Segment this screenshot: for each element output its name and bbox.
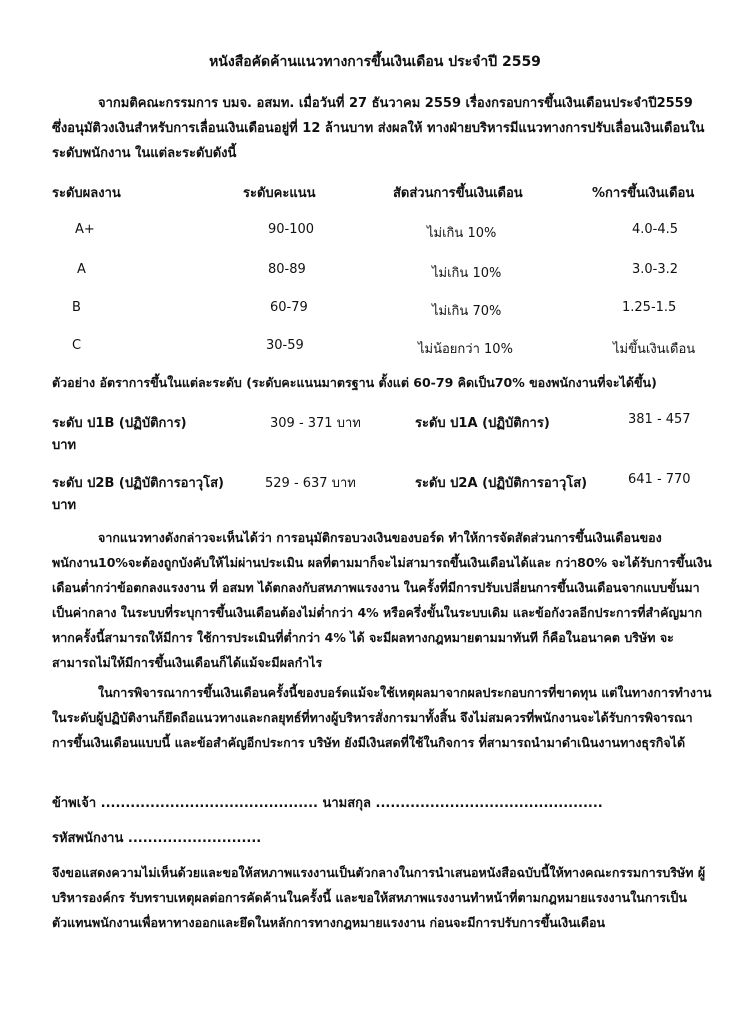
table-cell-percent: 3.0-3.2: [632, 262, 679, 277]
example-left-label: ระดับ ป2B (ปฏิบัติการอาวุโส): [52, 476, 224, 491]
example-left-label: ระดับ ป1B (ปฏิบัติการ): [52, 416, 187, 431]
consideration-paragraph: [52, 680, 712, 755]
table-cell-score: 60-79: [270, 300, 308, 315]
table-cell-percent: ไม่ขึ้นเงินเดือน: [613, 342, 696, 357]
example-left-value: 529 - 637 บาท: [265, 476, 356, 491]
example-wrap-unit: บาท: [52, 498, 77, 513]
surname-field[interactable]: ..............................................: [375, 796, 603, 811]
analysis-paragraph-text: จากแนวทางดังกล่าวจะเห็นได้ว่า การอนุมัติกรอบวงเงินของบอร์ด ทำให้การจัดสัดส่วนการขึ้นเงินเดือนของพนักงาน10%จะต้องถูกบังคับให้ไม่ผ่านประเมิน ผลที่ตามมาก็จะไม่สามารถขึ้นเงินเดือนได้และ กว่า80% จะได้รับการขึ้นเงินเดือนต่ำกว่าข้อตกลงแรงงาน ที่ อสมท ได้ตกลงกับสหภาพแรงงาน ในครั้งที่มีการปรับเปลี่ยนการขึ้นเงินเดือนจากแบบขั้นมาเป็นค่ากลาง ในระบบที่ระบุการขึ้นเงินเดือนต้องไม่ต่ำกว่า 4% หรือครึ่งขั้นในระบบเดิม และข้อกังวลอีกประการที่สำคัญมากหากครั้งนี้สามารถให้มีการ ใช้การประเมินที่ต่ำกว่า 4% ได้ จะมีผลทางกฎหมายตามมาทันที ก็คือในอนาคต บริษัท จะสามารถไม่ให้มีการขึ้นเงินเดือนก็ได้แม้จะมีผลกำไร: [52, 530, 712, 670]
intro-paragraph-text: จากมติคณะกรรมการ บมจ. อสมท. เมื่อวันที่ 27 ธันวาคม 2559 เรื่องกรอบการขึ้นเงินเดือนประจำปี2559 ซึ่งอนุมัติวงเงินสำหรับการเลื่อนเงินเดือนอยู่ที่ 12 ล้านบาท ส่งผลให้ ทางฝ่ายบริหารมีแนวทางการปรับเลื่อนเงินเดือนในระดับพนักงาน ในแต่ละระดับดังนี้: [52, 96, 705, 161]
surname-label: นามสกุล: [322, 796, 372, 811]
name-field[interactable]: ............................................: [100, 796, 318, 811]
table-cell-ratio: ไม่น้อยกว่า 10%: [418, 342, 513, 357]
employee-id-label: รหัสพนักงาน: [52, 831, 124, 846]
table-cell-grade: A: [77, 262, 86, 277]
example-right-label: ระดับ ป2A (ปฏิบัติการอาวุโส): [415, 476, 588, 491]
table-cell-ratio: ไม่เกิน 10%: [427, 226, 497, 241]
example-heading: ตัวอย่าง อัตราการขึ้นในแต่ละระดับ (ระดับคะแนนมาตรฐาน ตั้งแต่ 60-79 คิดเป็น70% ของพนักงานที่จะได้ขึ้น): [52, 375, 657, 390]
example-right-value: 381 - 457: [628, 412, 691, 427]
document-title: หนังสือคัดค้านแนวทางการขึ้นเงินเดือน ประจำปี 2559: [209, 54, 541, 70]
name-label: ข้าพเจ้า: [52, 796, 97, 811]
signature-name-line: [52, 792, 603, 813]
table-header-score: ระดับคะแนน: [243, 186, 316, 201]
example-left-value: 309 - 371 บาท: [270, 416, 361, 431]
example-right-value: 641 - 770: [628, 472, 691, 487]
closing-paragraph: จึงขอแสดงความไม่เห็นด้วยและขอให้สหภาพแรงงานเป็นตัวกลางในการนำเสนอหนังสือฉบับนี้ให้ทางคณะกรรมการบริษัท ผู้บริหารองค์กร รับทราบเหตุผลต่อการคัดค้านในครั้งนี้ และขอให้สหภาพแรงงานทำหน้าที่ตามกฎหมายแรงงานในการเป็นตัวแทนพนักงานเพื่อหาทางออกและยึดในหลักการทางกฎหมายแรงงาน ก่อนจะมีการปรับการขึ้นเงินเดือน: [52, 865, 706, 930]
table-cell-grade: B: [72, 300, 81, 315]
table-cell-score: 90-100: [268, 222, 315, 237]
example-right-label: ระดับ ป1A (ปฏิบัติการ): [415, 416, 550, 431]
analysis-paragraph: [52, 525, 712, 675]
table-cell-grade: A+: [75, 222, 95, 237]
intro-paragraph: [52, 91, 712, 166]
consideration-paragraph-text: ในการพิจารณาการขึ้นเงินเดือนครั้งนี้ของบอร์ดแม้จะใช้เหตุผลมาจากผลประกอบการที่ขาดทุน แต่ในทางการทำงานในระดับผู้ปฏิบัติงานก็ยึดถือแนวทางและกลยุทธ์ที่ทางผู้บริหารสั่งการมาทั้งสิ้น จึงไม่สมควรที่พนักงานจะได้รับการพิจารณาการขึ้นเงินเดือนแบบนี้ และข้อสำคัญอีกประการ บริษัท ยังมีเงินสดที่ใช้ในกิจการ ที่สามารถนำมาดำเนินงานทางธุรกิจได้: [52, 685, 712, 750]
table-cell-score: 80-89: [268, 262, 306, 277]
table-cell-percent: 4.0-4.5: [632, 222, 679, 237]
employee-id-field[interactable]: ...........................: [127, 831, 262, 846]
table-cell-score: 30-59: [266, 338, 304, 353]
example-wrap-unit: บาท: [52, 438, 77, 453]
table-cell-percent: 1.25-1.5: [622, 300, 677, 315]
signature-employee-id-line: [52, 827, 261, 848]
table-header-performance: ระดับผลงาน: [52, 186, 121, 201]
table-header-ratio: สัดส่วนการขึ้นเงินเดือน: [393, 186, 523, 201]
table-header-percent: %การขึ้นเงินเดือน: [592, 186, 695, 201]
table-cell-ratio: ไม่เกิน 10%: [432, 266, 502, 281]
table-cell-grade: C: [72, 338, 82, 353]
table-cell-ratio: ไม่เกิน 70%: [432, 304, 502, 319]
